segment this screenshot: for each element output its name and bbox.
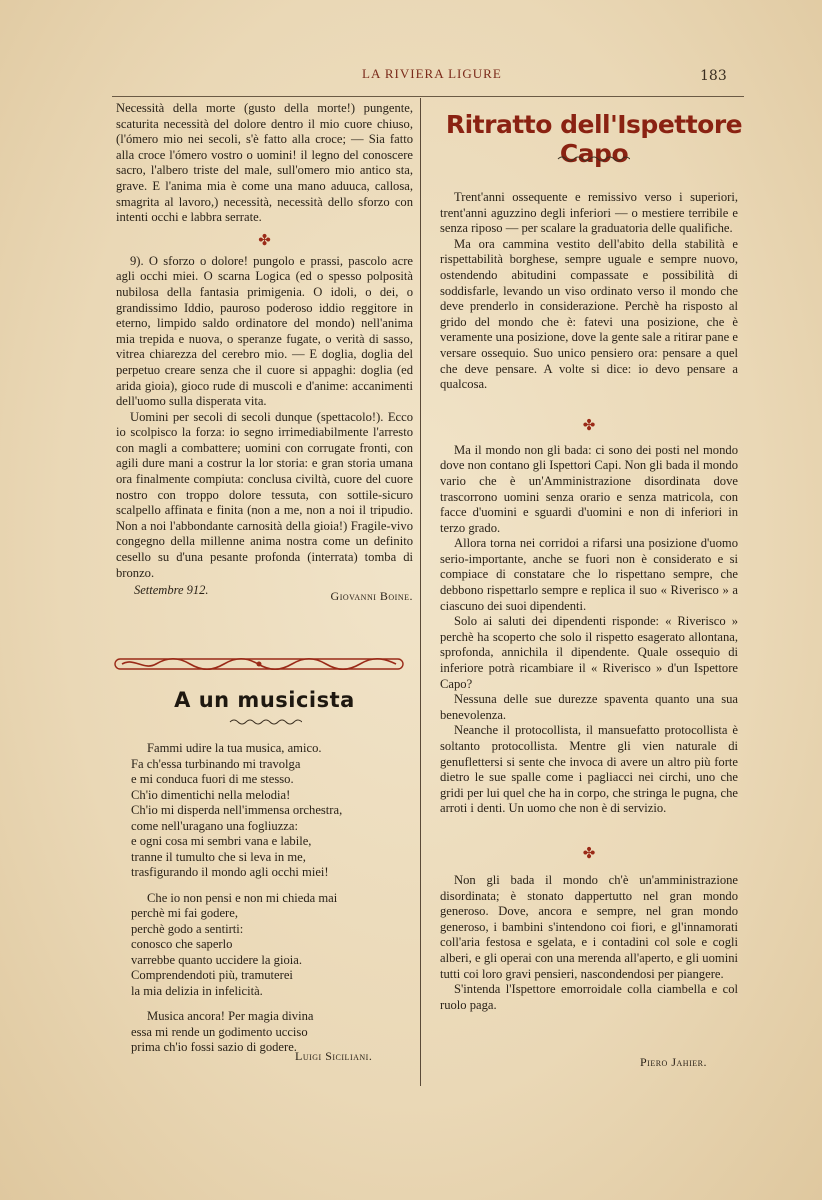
paragraph: Non gli bada il mondo ch'è un'amministrazione disordinata; è stonato dappertutto nel gran mondo generoso. Dove, ancora e sempre, nel gran mondo generoso, i bambini s'intendono coi fiori, e gl'innamorati coll'aria festosa e sgelata, e i contadini col sole e cogli alberi, e gli operai con una merenda all'aperto, e gli uomini tutti coi loro gravi pensieri, nascondendosi per piangere. [440, 872, 738, 981]
poem-line: Musica ancora! Per magia divina [147, 1009, 314, 1023]
left-column [116, 101, 413, 604]
paragraph: 9). O sforzo o dolore! pungolo e prassi, pascolo acre agli occhi miei. O scarna Logica (ed o spesso polposità nubilosa della fantasia primigenia. O idoli, o dei, o grandissimo Iddio, pauroso poderoso iddio reggitore in eterno, limpido saldo ordinatore del mondo) nell'anima mia trepida e nuova, o speranze fugate, o verità di sasso, vitrea chiarezza del cerebro mio. — E doglia, doglia del perpetuo creare senza che il cuore si appaghi: doglia (ed arida gioia), gioco rude di muscoli e d'anime: accanimenti dell'uomo sulla disperata vita. [116, 253, 413, 409]
flourish-ornament: ✤ [582, 415, 596, 434]
paragraph: Ma il mondo non gli bada: ci sono dei posti nel mondo dove non contano gli Ispettori Capi. Non gli bada il mondo vario che è un'Amministrazione disordinata dove trascorrono uomini senza orario e senza matricola, con facce d'uomini e sguardi d'uomini e non di inferiori in terzo grado. [440, 442, 738, 535]
page-number: 183 [700, 68, 727, 84]
paragraph: Ma ora cammina vestito dell'abito della stabilità e rispettabilità borghese, sempre uguale e sempre nuovo, ostendendo abitudini compassate e possibilità di soddisfarle, levando un viso ordinato verso il mondo che deve prenderlo in considerazione. Perchè ha risposto al grido del mondo che è: fatevi una posizione, che è veramente una posizione, dove la gente sale a ritirar pane e versare ossequio. Suo unico pensiero ora: pensare a quel che deve pensare. A volte si dice: io devo pensare a qualcosa. [440, 236, 738, 392]
poem-line: Fammi udire la tua musica, amico. [147, 741, 322, 755]
poem-line: essa mi rende un godimento ucciso [131, 1024, 308, 1039]
paragraph: Necessità della morte (gusto della morte!) pungente, scaturita necessità del dolore dentro il mio cuore chiuso, (l'ómero mio nei secoli, s'è fatto alla croce; — Sia fatto alla croce l'ómero vostro o uomini! il legno del conoscere sacro, l'albero triste del male, sull'omero mio antico sta, grave. E l'anima mia è come una mano aduuca, callosa, smagrita al lavoro,) necessità, necessità dello sforzo con intenti occhi e labbra serrate. [116, 101, 413, 225]
title-flourish [556, 155, 630, 163]
right-column [440, 190, 738, 1013]
column-divider [420, 98, 421, 1086]
poem-line: prima ch'io fossi sazio di godere. [131, 1040, 297, 1054]
poem-line: la mia delizia in infelicità. [131, 983, 263, 998]
poem-line: Comprendendoti più, tramuterei [131, 968, 293, 982]
poem-line: Che io non pensi e non mi chieda mai [147, 890, 338, 905]
poem-line: e ogni cosa mi sembri vana e labile, [131, 834, 312, 848]
date-signature-row [116, 583, 413, 604]
poem-line: tranne il tumulto che si leva in me, [131, 849, 306, 864]
date: Settembre 912. [134, 583, 209, 598]
article-author-signature: Piero Jahier. [640, 1055, 707, 1069]
paragraph: Uomini per secoli di secoli dunque (spettacolo!). Ecco io scolpisco la forza: io segno irrimediabilmente l'arresto con magli a combattere; uomini con corrugate fronti, con agili dure mani a costrur la lor storia: e gran storia umana ora finalmente compiuta: conclusa civiltà, cuore del cuore nostro con troppo dolore tessuta, con sottile-sicuro scalpello affinata e finita (non a me, non a noi il tripudio. Non a noi l'abbondante carnosità della gioia!) Fragile-vivo congegno della millenne anima nostra come un definito cesello su d'una pesante profonda (interrata) tomba di bronzo. [116, 409, 413, 580]
paragraph: Trent'anni ossequente e remissivo verso i superiori, trent'anni aguzzino degli inferiori — o mestiere terribile e senza riposo — per scalare la graduatoria delle qualifiche. [440, 190, 738, 236]
flourish-ornament: ✤ [582, 843, 596, 862]
decorative-band-ornament [114, 655, 404, 673]
poem-line: conosco che saperlo [131, 937, 233, 951]
paragraph: Nessuna delle sue durezze spaventa quanto una sua benevolenza. [440, 692, 738, 722]
author-signature: Giovanni Boine. [330, 589, 413, 604]
header-rule [112, 96, 744, 97]
journal-title: LA RIVIERA LIGURE [362, 66, 502, 81]
paragraph: S'intenda l'Ispettore emorroidale colla ciambella e col ruolo paga. [440, 982, 738, 1012]
paragraph: Solo ai saluti dei dipendenti risponde: « Riverisco » perchè ha scoperto che solo il rispetto esagerato allontana, sprofonda, annichila il dipendente. Quale ossequio di inferiore potrà ricambiare il « Riverisco » d'un Ispettore Capo? [440, 614, 738, 691]
poem-line: perchè mi fai godere, [131, 906, 238, 920]
poem-line: Ch'io dimentichi nella melodia! [131, 787, 291, 802]
poem-line: trasfigurando il mondo agli occhi miei! [131, 865, 329, 879]
paragraph: Allora torna nei corridoi a rifarsi una posizione d'uomo serio-importante, anche se fuori non è considerato e si compiace di constatare che lo rispettano sempre, che debbono rispettarlo sempre e replica il suo « Riverisco » a ciascuno dei suoi dipendenti. [440, 536, 738, 613]
poem-line: Fa ch'essa turbinando mi travolga [131, 756, 301, 771]
poem-author-signature: Luigi Siciliani. [295, 1049, 373, 1063]
title-flourish [228, 718, 302, 726]
paragraph: Neanche il protocollista, il mansuefatto protocollista è soltanto protocollista. Mentre gli vien naturale di genuflettersi si sente che invoca di avere un altro più forte dietro le sue spalle come i pagliacci nei circhi, uno che gridi per lui quel che ha in corpo, che stringa le pugna, che arroti i denti. Un uomo che non è di servizio. [440, 723, 738, 816]
poem-line: come nell'uragano una fogliuzza: [131, 818, 298, 833]
poem-line: perchè godo a sentirti: [131, 921, 244, 936]
poem-title: A un musicista [174, 688, 355, 712]
poem-body [131, 741, 411, 1056]
flourish-ornament: ✤ [258, 230, 271, 249]
poem-line: e mi conduca fuori di me stesso. [131, 772, 294, 786]
poem-line: varrebbe quanto uccidere la gioia. [131, 952, 302, 967]
article-title: Ritratto dell'Ispettore Capo [445, 110, 743, 168]
poem-line: Ch'io mi disperda nell'immensa orchestra, [131, 803, 343, 817]
